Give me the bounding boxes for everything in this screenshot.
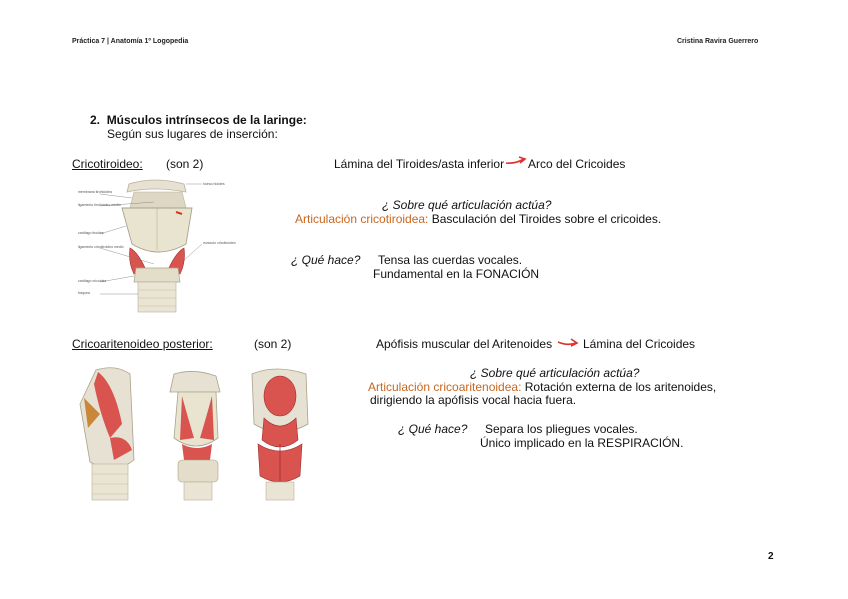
muscle2-origin: Apófisis muscular del Aritenoides [376,337,553,351]
muscle1-origin: Lámina del Tiroides/asta inferior [334,157,505,171]
muscle1-action-line1: Tensa las cuerdas vocales. [378,253,523,267]
cricothyroid-figure [74,176,234,314]
muscle1-joint-text: Basculación del Tiroides sobre el cricoides. [431,212,662,226]
muscle2-joint-text-line1: Rotación externa de los aritenoides, [524,380,717,394]
section-title [90,113,307,127]
muscle2-name: Cricoaritenoideo posterior: [72,337,213,351]
arrow-right-icon [505,155,527,167]
fig-label-cricoid: cartílago cricoides [78,279,107,283]
muscle2-joint-label: Articulación cricoaritenoidea: [368,380,522,394]
section-number: 2. [90,113,101,127]
fig-label-hyoid: hueso hioides [203,182,225,186]
muscle1-name: Cricotiroideo: [72,157,143,171]
section-subtitle: Según sus lugares de inserción: [107,127,278,141]
muscle2-joint-text-line2: dirigiendo la apófisis vocal hacia fuera. [370,393,577,407]
muscle1-count: (son 2) [166,157,204,171]
muscle2-question-joint: ¿ Sobre qué articulación actúa? [470,366,640,380]
header-right: Cristina Ravira Guerrero [677,38,759,45]
muscle2-joint-line [368,380,716,394]
muscle2-question-action: ¿ Qué hace? [398,422,468,436]
posterior-cricoarytenoid-figure [70,364,350,504]
muscle2-action-line2: Único implicado en la RESPIRACIÓN. [480,436,684,450]
muscle1-question-action: ¿ Qué hace? [291,253,361,267]
section-title-text: Músculos intrínsecos de la laringe: [106,113,307,127]
muscle1-joint-line [295,212,661,226]
muscle2-insertion: Lámina del Cricoides [583,337,696,351]
fig-label-cricothyroid-muscle: músculo cricotiroideo [203,241,236,245]
muscle1-joint-label: Articulación cricotiroidea: [295,212,429,226]
arrow-right-icon [557,337,579,349]
fig-label-cricothyroid-ligament: ligamento cricotiroideo medio [78,245,124,249]
muscle2-action-line1: Separa los pliegues vocales. [485,422,638,436]
muscle1-action-line2: Fundamental en la FONACIÓN [373,267,540,281]
muscle1-question-joint: ¿ Sobre qué articulación actúa? [382,198,552,212]
muscle2-count: (son 2) [254,337,292,351]
fig-label-thyroid: cartílago tiroides [78,231,104,235]
page-number: 2 [768,551,774,562]
header-left: Práctica 7 | Anatomía 1º Logopedia [72,38,189,45]
muscle1-insertion: Arco del Cricoides [528,157,626,171]
fig-label-trachea: tráquea [78,291,90,295]
fig-label-ligament-medio: ligamento tirohioideo medio [78,203,121,207]
fig-label-membrane: membrana tirohioidea [78,190,112,194]
